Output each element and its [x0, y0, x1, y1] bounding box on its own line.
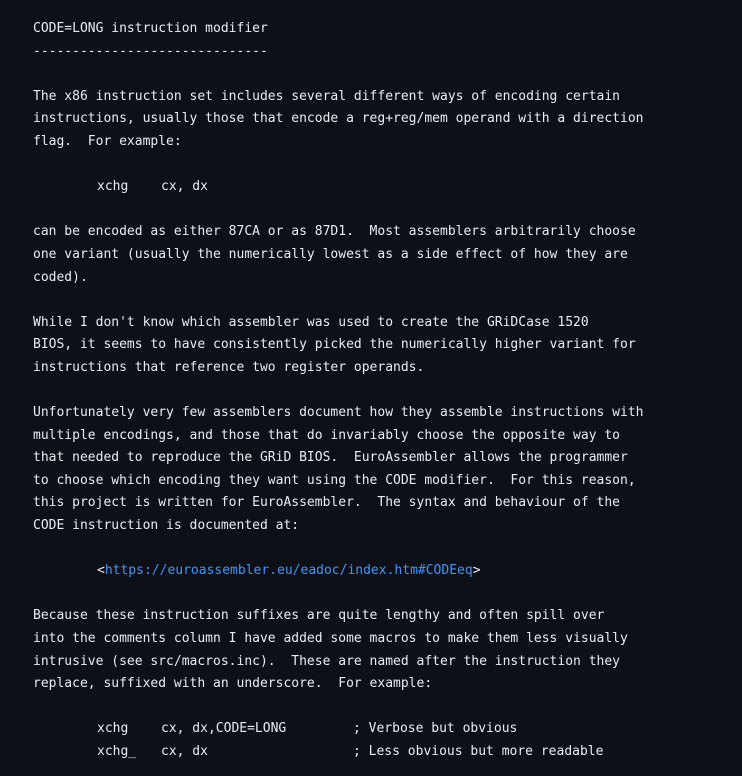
code-operands: cx, dx — [161, 179, 208, 195]
link-close-bracket: > — [472, 563, 481, 579]
paragraph-4-line-2: multiple encodings, and those that do invariably choose the opposite way to — [33, 427, 620, 443]
paragraph-5-line-2: into the comments column I have added some macros to make them less visually — [33, 631, 628, 647]
euroassembler-docs-link[interactable]: https://euroassembler.eu/eadoc/index.htm#CODEeq — [104, 563, 473, 579]
blank-line — [33, 538, 742, 561]
paragraph-2-line-2: one variant (usually the numerically lowest as a side effect of how they are — [33, 246, 628, 262]
section-title: CODE=LONG instruction modifier — [33, 21, 268, 36]
paragraph-5-line-3: intrusive (see src/macros.inc). These are named after the instruction they — [33, 653, 620, 669]
code-comment: ; Less obvious but more readable — [353, 744, 604, 759]
link-open-bracket: < — [97, 563, 105, 579]
code-instruction: xchg_ — [97, 744, 137, 759]
paragraph-5-line-4: replace, suffixed with an underscore. For example: — [33, 676, 433, 692]
blank-line — [33, 63, 742, 86]
code-instruction: xchg — [97, 179, 129, 195]
blank-line — [33, 154, 742, 177]
paragraph-4-line-5: this project is written for EuroAssembler. The syntax and behaviour of the — [33, 495, 620, 511]
paragraph-4-line-1: Unfortunately very few assemblers document how they assemble instructions with — [33, 405, 644, 421]
paragraph-1-line-2: instructions, usually those that encode a reg+reg/mem operand with a direction — [33, 111, 644, 127]
code-comment: ; Verbose but obvious — [353, 721, 518, 737]
code-example-2-row-1 — [33, 718, 742, 741]
blank-line — [33, 289, 742, 312]
title-underline: ------------------------------ — [33, 43, 268, 59]
blank-line — [33, 696, 742, 719]
code-operands: cx, dx,CODE=LONG — [161, 721, 287, 737]
paragraph-2-line-1: can be encoded as either 87CA or as 87D1. Most assemblers arbitrarily choose — [33, 224, 636, 240]
paragraph-3-line-1: While I don't know which assembler was used to create the GRiDCase 1520 — [33, 314, 589, 330]
paragraph-3-line-3: instructions that reference two register operands. — [33, 359, 425, 375]
paragraph-4-line-6: CODE instruction is documented at: — [33, 518, 300, 534]
code-operands: cx, dx — [161, 744, 208, 759]
code-instruction: xchg — [97, 721, 129, 737]
blank-line — [33, 380, 742, 403]
blank-line — [33, 583, 742, 606]
paragraph-3-line-2: BIOS, it seems to have consistently picked the numerically higher variant for — [33, 337, 636, 353]
paragraph-2-line-3: coded). — [33, 269, 88, 285]
code-example-2-row-2 — [33, 741, 742, 764]
paragraph-1-line-1: The x86 instruction set includes several different ways of encoding certain — [33, 88, 620, 104]
paragraph-4-line-3: that needed to reproduce the GRiD BIOS. EuroAssembler allows the programmer — [33, 450, 628, 466]
code-example-1 — [33, 176, 742, 199]
paragraph-1-line-3: flag. For example: — [33, 133, 182, 149]
paragraph-4-line-4: to choose which encoding they want using the CODE modifier. For this reason, — [33, 472, 636, 488]
blank-line — [33, 199, 742, 222]
documentation-link-line — [33, 560, 742, 583]
paragraph-5-line-1: Because these instruction suffixes are quite lengthy and often spill over — [33, 608, 605, 624]
